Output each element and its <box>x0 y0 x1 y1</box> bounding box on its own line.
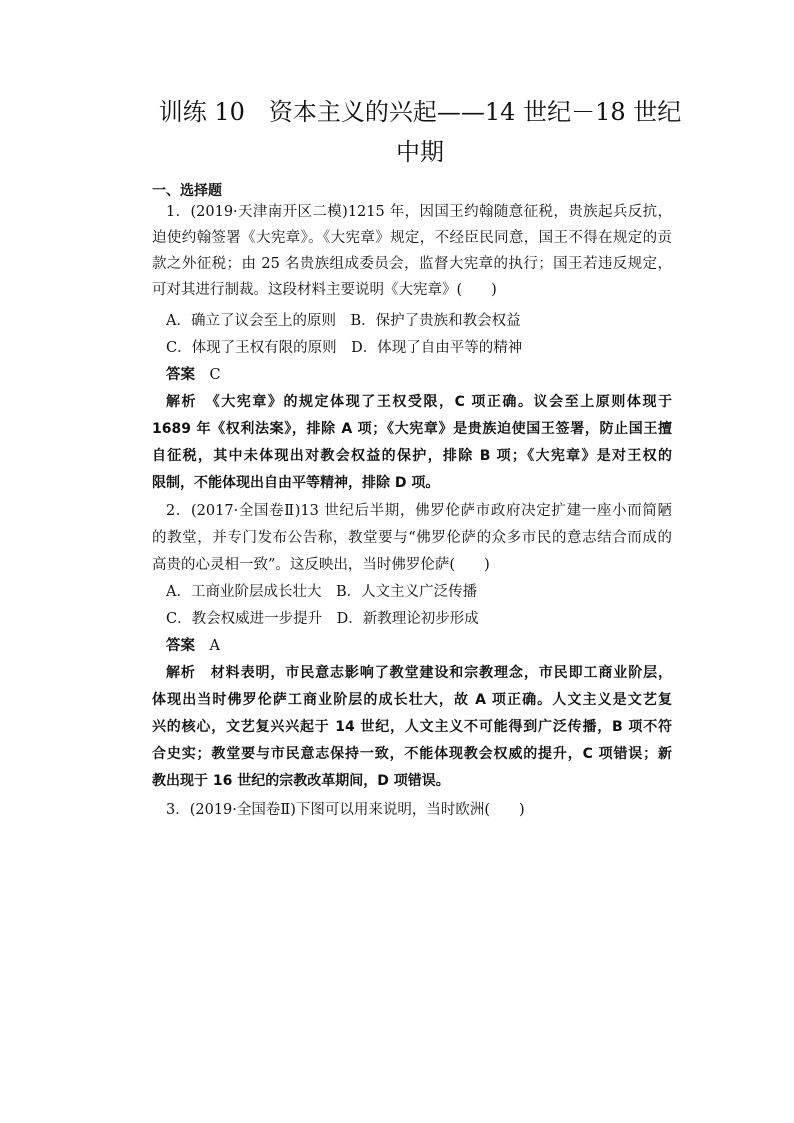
q2-answer-row <box>166 633 686 659</box>
q2-analysis-line-2: 体现出当时佛罗伦萨工商业阶层的成长壮大，故 A 项正确。人文主义是文艺复 <box>152 692 672 708</box>
q1-analysis-line-4: 限制，不能体现出自由平等精神，排除 D 项。 <box>152 475 440 491</box>
q2-options-cd: C．教会权威进一步提升 D．新教理论初步形成 <box>166 611 479 627</box>
q2-analysis-line-5: 教出现于 16 世纪的宗教改革期间，D 项错误。 <box>152 773 450 789</box>
document-title-line-1: 训练 10 资本主义的兴起——14 世纪－18 世纪 <box>158 98 682 126</box>
q2-answer-value: A <box>209 638 220 654</box>
q2-analysis-text-1: 材料表明，市民意志影响了教堂建设和宗教理念，市民即工商业阶层， <box>210 665 673 681</box>
q1-answer-label: 答案 <box>166 367 195 383</box>
q2-line-2: 的教堂，并专门发布公告称，教堂要与“佛罗伦萨的众多市民的意志结合而成的 <box>152 530 672 546</box>
q2-line-1: 2．(2017·全国卷Ⅱ)13 世纪后半期，佛罗伦萨市政府决定扩建一座小而简陋 <box>166 503 672 519</box>
section-heading: 一、选择题 <box>152 183 222 199</box>
q1-line-3: 款之外征税；由 25 名贵族组成委员会，监督大宪章的执行；国王若违反规定， <box>152 256 672 272</box>
q2-answer-label: 答案 <box>166 638 195 654</box>
q2-analysis-line-3: 兴的核心，文艺复兴兴起于 14 世纪，人文主义不可能得到广泛传播，B 项不符 <box>152 719 672 735</box>
q2-analysis-line-4: 合史实；教堂要与市民意志保持一致，不能体现教会权威的提升，C 项错误；新 <box>152 746 672 762</box>
q1-options-ab: A．确立了议会至上的原则 B．保护了贵族和教会权益 <box>166 313 521 329</box>
q1-line-4: 可对其进行制裁。这段材料主要说明《大宪章》( ) <box>152 282 497 298</box>
q3-line-1: 3．(2019·全国卷Ⅱ)下图可以用来说明，当时欧洲( ) <box>166 802 525 818</box>
q1-line-2: 迫使约翰签署《大宪章》。《大宪章》规定，不经臣民同意，国王不得在规定的贡 <box>152 230 672 246</box>
q1-analysis-line-3: 自征税，其中未体现出对教会权益的保护，排除 B 项；《大宪章》是对王权的 <box>152 448 672 464</box>
q1-analysis-label: 解析 <box>166 394 198 410</box>
document-title-line-2: 中期 <box>396 138 444 166</box>
q1-analysis-line-1 <box>166 389 672 415</box>
q1-options-cd: C．体现了王权有限的原则 D．体现了自由平等的精神 <box>166 340 523 356</box>
q2-analysis-line-1 <box>166 660 672 686</box>
q1-line-1: 1．(2019·天津南开区二模)1215 年，因国王约翰随意征税，贵族起兵反抗， <box>166 204 672 220</box>
q2-line-3: 高贵的心灵相一致”。这反映出，当时佛罗伦萨( ) <box>152 557 490 573</box>
q1-analysis-line-2: 1689 年《权利法案》，排除 A 项；《大宪章》是贵族迫使国王签署，防止国王擅 <box>152 421 672 437</box>
q1-answer-row <box>166 362 686 388</box>
q1-analysis-text-1: 《大宪章》的规定体现了王权受限，C 项正确。议会至上原则体现于 <box>212 394 673 410</box>
q1-answer-value: C <box>209 367 221 383</box>
q2-analysis-label: 解析 <box>166 665 196 681</box>
q2-options-ab: A．工商业阶层成长壮大 B．人文主义广泛传播 <box>166 584 478 600</box>
